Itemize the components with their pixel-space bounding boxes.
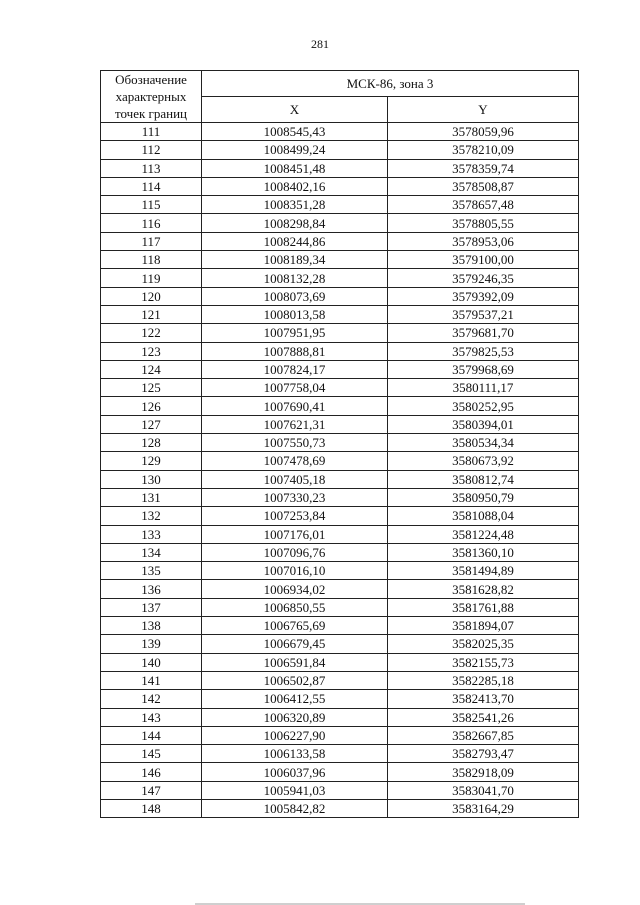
point-id-cell: 147	[101, 781, 202, 799]
y-value-cell: 3578210,09	[388, 141, 579, 159]
y-value-cell: 3578508,87	[388, 177, 579, 195]
y-value-cell: 3578953,06	[388, 232, 579, 250]
x-value-cell: 1007824,17	[202, 360, 388, 378]
y-value-cell: 3582667,85	[388, 726, 579, 744]
x-value-cell: 1007550,73	[202, 434, 388, 452]
x-value-cell: 1006679,45	[202, 635, 388, 653]
y-value-cell: 3581894,07	[388, 617, 579, 635]
y-value-cell: 3580252,95	[388, 397, 579, 415]
y-value-cell: 3580111,17	[388, 379, 579, 397]
point-id-cell: 141	[101, 671, 202, 689]
x-value-cell: 1007621,31	[202, 415, 388, 433]
y-value-cell: 3582155,73	[388, 653, 579, 671]
x-value-cell: 1007096,76	[202, 543, 388, 561]
point-id-cell: 113	[101, 159, 202, 177]
y-value-cell: 3581494,89	[388, 562, 579, 580]
x-value-cell: 1007888,81	[202, 342, 388, 360]
x-value-cell: 1007951,95	[202, 324, 388, 342]
y-value-cell: 3579681,70	[388, 324, 579, 342]
table-row	[101, 562, 579, 580]
point-id-cell: 124	[101, 360, 202, 378]
point-id-cell: 117	[101, 232, 202, 250]
table-row	[101, 287, 579, 305]
point-id-cell: 142	[101, 690, 202, 708]
table-row	[101, 763, 579, 781]
table-row	[101, 251, 579, 269]
y-value-cell: 3578805,55	[388, 214, 579, 232]
y-value-cell: 3578657,48	[388, 196, 579, 214]
y-value-cell: 3581360,10	[388, 543, 579, 561]
table-row	[101, 543, 579, 561]
x-value-cell: 1008545,43	[202, 123, 388, 141]
point-id-cell: 128	[101, 434, 202, 452]
point-id-cell: 116	[101, 214, 202, 232]
x-value-cell: 1007758,04	[202, 379, 388, 397]
table-row	[101, 525, 579, 543]
y-value-cell: 3581224,48	[388, 525, 579, 543]
table-row	[101, 799, 579, 817]
point-id-cell: 129	[101, 452, 202, 470]
table-body	[101, 123, 579, 818]
table-row	[101, 635, 579, 653]
table-row	[101, 745, 579, 763]
point-id-cell: 112	[101, 141, 202, 159]
table-row	[101, 690, 579, 708]
point-id-cell: 135	[101, 562, 202, 580]
point-id-cell: 143	[101, 708, 202, 726]
y-value-cell: 3579968,69	[388, 360, 579, 378]
point-id-cell: 138	[101, 617, 202, 635]
table-row	[101, 159, 579, 177]
x-value-cell: 1007478,69	[202, 452, 388, 470]
y-value-cell: 3580950,79	[388, 488, 579, 506]
x-value-cell: 1008244,86	[202, 232, 388, 250]
table-row	[101, 232, 579, 250]
y-value-cell: 3582413,70	[388, 690, 579, 708]
y-value-cell: 3582025,35	[388, 635, 579, 653]
x-value-cell: 1008132,28	[202, 269, 388, 287]
table-row	[101, 671, 579, 689]
point-label-header: Обозначение характерных точек границ	[101, 71, 202, 123]
y-value-cell: 3581088,04	[388, 507, 579, 525]
x-value-cell: 1007405,18	[202, 470, 388, 488]
point-id-cell: 125	[101, 379, 202, 397]
y-value-cell: 3579825,53	[388, 342, 579, 360]
table-row	[101, 342, 579, 360]
table-row	[101, 598, 579, 616]
y-value-cell: 3578359,74	[388, 159, 579, 177]
table-row	[101, 177, 579, 195]
coordinate-system-header: МСК-86, зона 3	[202, 71, 579, 97]
x-value-cell: 1006320,89	[202, 708, 388, 726]
table-row	[101, 397, 579, 415]
y-value-cell: 3580812,74	[388, 470, 579, 488]
table-row	[101, 708, 579, 726]
y-value-cell: 3580394,01	[388, 415, 579, 433]
point-id-cell: 115	[101, 196, 202, 214]
point-id-cell: 130	[101, 470, 202, 488]
y-value-cell: 3583041,70	[388, 781, 579, 799]
table-row	[101, 324, 579, 342]
point-id-cell: 122	[101, 324, 202, 342]
point-id-cell: 137	[101, 598, 202, 616]
point-id-cell: 148	[101, 799, 202, 817]
y-value-cell: 3582285,18	[388, 671, 579, 689]
y-value-cell: 3579246,35	[388, 269, 579, 287]
x-value-cell: 1008499,24	[202, 141, 388, 159]
x-value-cell: 1008451,48	[202, 159, 388, 177]
point-id-cell: 132	[101, 507, 202, 525]
point-id-cell: 127	[101, 415, 202, 433]
y-value-cell: 3583164,29	[388, 799, 579, 817]
point-id-cell: 121	[101, 305, 202, 323]
x-value-cell: 1006412,55	[202, 690, 388, 708]
point-id-cell: 146	[101, 763, 202, 781]
table-row	[101, 507, 579, 525]
y-value-cell: 3582918,09	[388, 763, 579, 781]
table-row	[101, 379, 579, 397]
table-row	[101, 415, 579, 433]
table-row	[101, 141, 579, 159]
y-value-cell: 3580534,34	[388, 434, 579, 452]
y-value-cell: 3579100,00	[388, 251, 579, 269]
point-id-cell: 140	[101, 653, 202, 671]
x-value-cell: 1006037,96	[202, 763, 388, 781]
x-value-cell: 1006850,55	[202, 598, 388, 616]
point-id-cell: 133	[101, 525, 202, 543]
y-value-cell: 3582541,26	[388, 708, 579, 726]
table-row	[101, 434, 579, 452]
y-value-cell: 3580673,92	[388, 452, 579, 470]
point-id-cell: 139	[101, 635, 202, 653]
x-value-cell: 1008013,58	[202, 305, 388, 323]
table-row	[101, 196, 579, 214]
y-value-cell: 3579392,09	[388, 287, 579, 305]
table-row	[101, 726, 579, 744]
table-row	[101, 305, 579, 323]
y-value-cell: 3582793,47	[388, 745, 579, 763]
table-row	[101, 452, 579, 470]
y-value-cell: 3578059,96	[388, 123, 579, 141]
point-id-cell: 126	[101, 397, 202, 415]
point-id-cell: 111	[101, 123, 202, 141]
x-value-cell: 1006227,90	[202, 726, 388, 744]
table-row	[101, 653, 579, 671]
table-row	[101, 123, 579, 141]
point-id-cell: 144	[101, 726, 202, 744]
table-row	[101, 781, 579, 799]
x-value-cell: 1008402,16	[202, 177, 388, 195]
table-row	[101, 580, 579, 598]
x-value-cell: 1007253,84	[202, 507, 388, 525]
table-row	[101, 360, 579, 378]
point-id-cell: 114	[101, 177, 202, 195]
y-column-header: Y	[388, 97, 579, 123]
point-id-cell: 118	[101, 251, 202, 269]
x-value-cell: 1006502,87	[202, 671, 388, 689]
point-id-cell: 136	[101, 580, 202, 598]
table-row	[101, 470, 579, 488]
x-value-cell: 1008189,34	[202, 251, 388, 269]
x-value-cell: 1007016,10	[202, 562, 388, 580]
x-value-cell: 1007176,01	[202, 525, 388, 543]
x-value-cell: 1006133,58	[202, 745, 388, 763]
x-value-cell: 1008298,84	[202, 214, 388, 232]
point-id-cell: 123	[101, 342, 202, 360]
page-number: 281	[311, 37, 329, 51]
y-value-cell: 3579537,21	[388, 305, 579, 323]
x-value-cell: 1007330,23	[202, 488, 388, 506]
x-value-cell: 1005941,03	[202, 781, 388, 799]
x-value-cell: 1005842,82	[202, 799, 388, 817]
x-value-cell: 1006591,84	[202, 653, 388, 671]
table-row	[101, 269, 579, 287]
point-id-cell: 134	[101, 543, 202, 561]
x-column-header: X	[202, 97, 388, 123]
y-value-cell: 3581628,82	[388, 580, 579, 598]
table-row	[101, 617, 579, 635]
point-id-cell: 119	[101, 269, 202, 287]
x-value-cell: 1006765,69	[202, 617, 388, 635]
table-row	[101, 214, 579, 232]
x-value-cell: 1007690,41	[202, 397, 388, 415]
point-id-cell: 145	[101, 745, 202, 763]
x-value-cell: 1006934,02	[202, 580, 388, 598]
x-value-cell: 1008073,69	[202, 287, 388, 305]
coordinates-table	[100, 70, 579, 818]
x-value-cell: 1008351,28	[202, 196, 388, 214]
point-id-cell: 131	[101, 488, 202, 506]
y-value-cell: 3581761,88	[388, 598, 579, 616]
table-row	[101, 488, 579, 506]
point-id-cell: 120	[101, 287, 202, 305]
